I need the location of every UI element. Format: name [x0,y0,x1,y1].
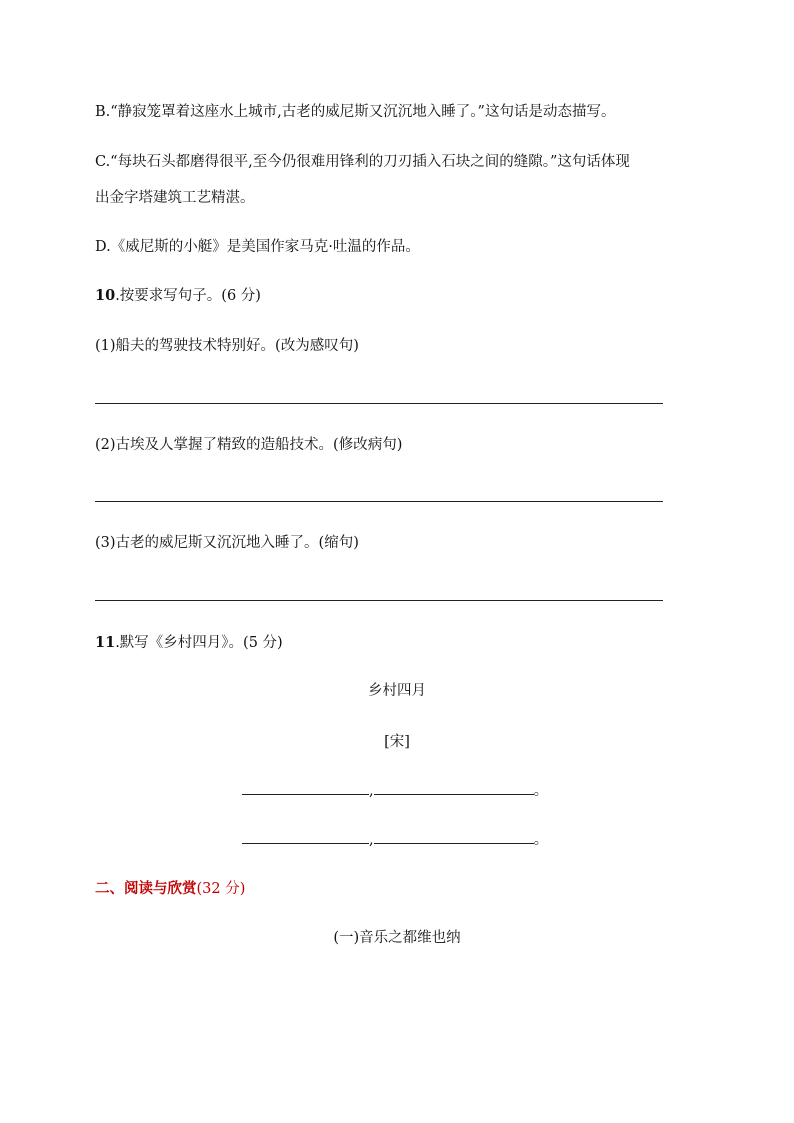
poem-separator: , [369,832,374,848]
question-11-number: 11 [95,634,116,651]
option-c-line1: C.“每块石头都磨得很平,至今仍很难用锋利的刀刃插入石块之间的缝隙。”这句话体现 [95,154,630,170]
question-11-heading [95,633,283,653]
question-10-title: .按要求写句子。(6 分) [115,288,261,304]
option-b: B.“静寂笼罩着这座水上城市,古老的威尼斯又沉沉地入睡了。”这句话是动态描写。 [95,104,616,120]
poem-blank-row-1 [242,780,548,801]
question-10-item-2: (2)古埃及人掌握了精致的造船技术。(修改病句) [95,437,403,453]
poem-end-mark: 。 [533,783,549,799]
section-2-score: (32 分) [196,881,246,897]
poem-end-mark: 。 [533,832,549,848]
question-11-title: .默写《乡村四月》。(5 分) [115,635,283,651]
poem-blank-1[interactable] [242,780,369,795]
question-10-item-1: (1)船夫的驾驶技术特别好。(改为感叹句) [95,338,359,354]
poem-blank-row-2 [242,829,548,850]
poem-blank-4[interactable] [374,829,534,844]
poem-blank-3[interactable] [242,829,369,844]
option-d: D.《威尼斯的小艇》是美国作家马克·吐温的作品。 [95,239,420,255]
section-2-label: 二、阅读与欣赏 [95,880,197,897]
section-2-heading [95,879,245,899]
question-10-number: 10 [95,287,116,304]
poem-dynasty: [宋] [384,734,410,750]
passage-title: (一)音乐之都维也纳 [333,930,461,946]
poem-separator: , [369,783,374,799]
answer-line-3[interactable] [95,600,663,601]
answer-line-2[interactable] [95,501,663,502]
answer-line-1[interactable] [95,403,663,404]
question-10-heading [95,286,261,306]
poem-blank-2[interactable] [374,780,534,795]
poem-title: 乡村四月 [368,683,426,699]
question-10-item-3: (3)古老的威尼斯又沉沉地入睡了。(缩句) [95,535,359,551]
option-c-line2: 出金字塔建筑工艺精湛。 [95,190,255,206]
